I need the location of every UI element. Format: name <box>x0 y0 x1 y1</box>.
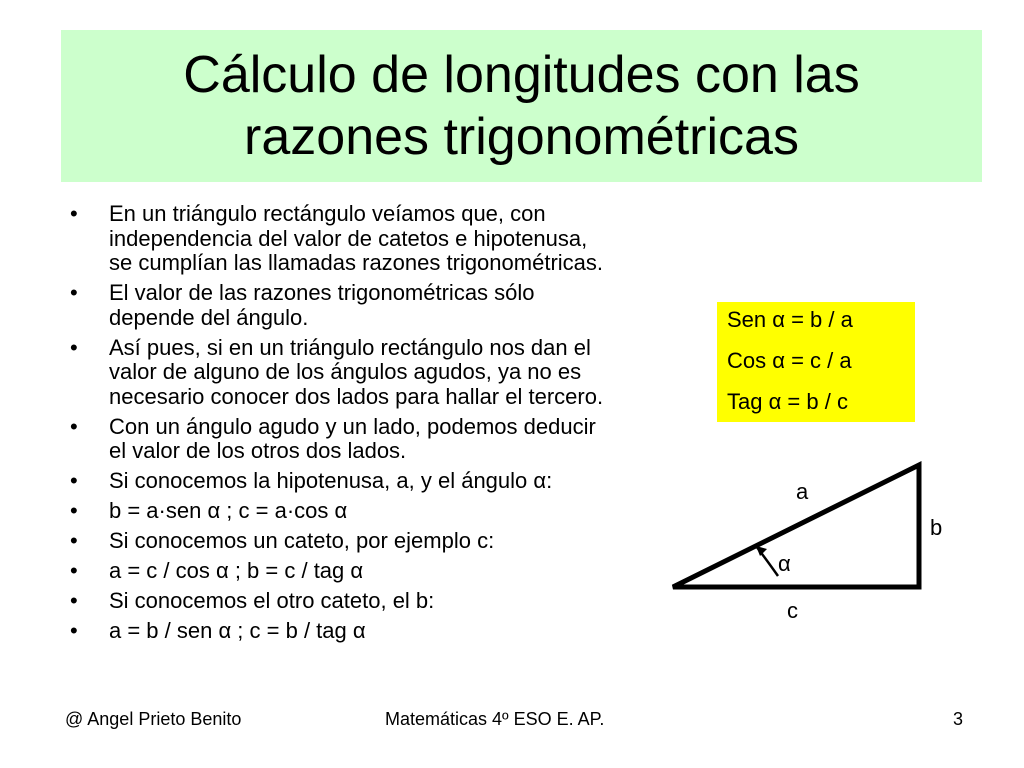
bullet-marker: • <box>70 588 78 613</box>
bullet-text-line: b = a·sen α ; c = a·cos α <box>109 498 348 523</box>
bullet-marker: • <box>70 201 78 226</box>
footer-author: @ Angel Prieto Benito <box>65 709 242 729</box>
bullet-item <box>70 415 710 464</box>
opposite-leg-label: b <box>930 515 943 540</box>
bullet-text-line: valor de alguno de los ángulos agudos, ya no es <box>109 359 582 384</box>
bullet-text-line: En un triángulo rectángulo veíamos que, con <box>109 201 546 226</box>
slide-title <box>61 30 982 182</box>
hypotenuse-label: a <box>796 479 809 504</box>
tangent-formula: Tag α = b / c <box>727 389 848 414</box>
bullet-text-line: independencia del valor de catetos e hipotenusa, <box>109 225 588 251</box>
bullet-item <box>70 281 710 330</box>
slide-title-line-2: razones trigonométricas <box>244 108 799 166</box>
bullet-item <box>70 619 710 644</box>
bullet-text-line: a = c / cos α ; b = c / tag α <box>109 558 364 583</box>
bullet-text-line: a = b / sen α ; c = b / tag α <box>109 618 366 643</box>
bullet-marker: • <box>70 618 78 643</box>
bullet-text-line: El valor de las razones trigonométricas sólo <box>109 280 535 305</box>
angle-arrow-head <box>756 546 767 556</box>
bullet-item <box>70 469 710 494</box>
bullet-marker: • <box>70 528 78 553</box>
cosine-formula: Cos α = c / a <box>727 348 852 373</box>
bullet-text-line: Si conocemos un cateto, por ejemplo c: <box>109 528 495 553</box>
formula-box <box>717 302 915 422</box>
footer-page-number: 3 <box>953 709 964 729</box>
bullet-item <box>70 202 710 276</box>
bullet-item <box>70 499 710 524</box>
bullet-text-line: el valor de los otros dos lados. <box>109 438 407 463</box>
bullet-marker: • <box>70 413 78 439</box>
adjacent-leg-label: c <box>787 598 798 623</box>
bullet-item <box>70 336 710 410</box>
bullet-text-line: Así pues, si en un triángulo rectángulo nos dan el <box>109 334 591 360</box>
angle-alpha-label: α <box>778 551 791 576</box>
bullet-item <box>70 589 710 614</box>
footer-course: Matemáticas 4º ESO E. AP. <box>385 709 605 729</box>
sine-formula: Sen α = b / a <box>727 307 853 332</box>
bullet-text-line: Si conocemos la hipotenusa, a, y el ángulo α: <box>109 468 553 493</box>
bullet-text-line: Si conocemos el otro cateto, el b: <box>109 588 435 613</box>
bullet-text-line: Con un ángulo agudo y un lado, podemos deducir <box>109 413 596 439</box>
bullet-item <box>70 529 710 554</box>
slide-title-line-1: Cálculo de longitudes con las <box>183 46 860 104</box>
bullet-item <box>70 559 710 584</box>
bullet-marker: • <box>70 280 78 305</box>
bullet-marker: • <box>70 468 78 493</box>
bullet-text-line: necesario conocer dos lados para hallar el tercero. <box>109 383 604 409</box>
bullet-marker: • <box>70 498 78 523</box>
bullet-list <box>70 202 710 649</box>
bullet-marker: • <box>70 334 78 360</box>
bullet-marker: • <box>70 558 78 583</box>
bullet-text-line: depende del ángulo. <box>109 304 309 330</box>
bullet-text-line: se cumplían las llamadas razones trigonométricas. <box>109 250 604 275</box>
